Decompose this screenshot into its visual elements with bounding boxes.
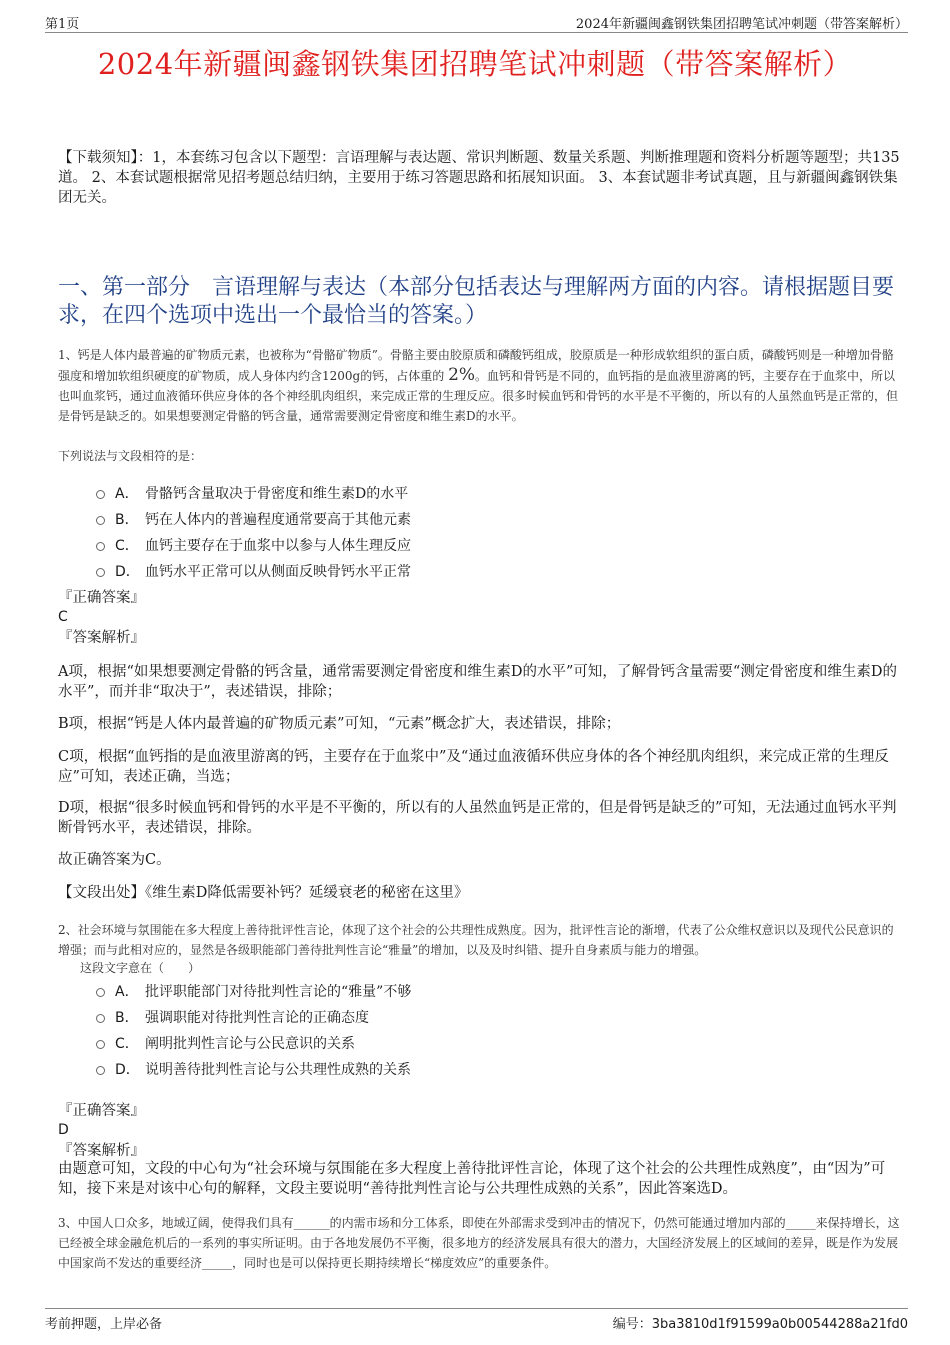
option-d[interactable]: D． 血钙水平正常可以从侧面反映骨钙水平正常: [96, 558, 411, 584]
answer-label: 『正确答案』: [58, 590, 145, 606]
radio-icon[interactable]: [96, 490, 105, 499]
download-notice: 【下载须知】：1，本套练习包含以下题型：言语理解与表达题、常识判断题、数量关系题、判断推理题和资料分析题等题型；共135道。 2、本套试题根据常见招考题总结归纳，主要用于练习答题思路和拓展知识面。 3、本套试题非考试真题，且与新疆闽鑫钢铁集团无关。: [58, 150, 900, 206]
answer-value: D: [58, 1122, 69, 1138]
section-heading: 一、第一部分 言语理解与表达（本部分包括表达与理解两方面的内容。请根据题目要求，在四个选项中选出一个最恰当的答案。）: [58, 275, 895, 328]
option-c[interactable]: C． 阐明批判性言论与公民意识的关系: [96, 1030, 411, 1056]
footer-divider: [45, 1308, 908, 1309]
option-b[interactable]: B． 强调职能对待批判性言论的正确态度: [96, 1004, 411, 1030]
analysis-conclusion: 故正确答案为C。: [58, 852, 171, 868]
question-1-text-a: 1、钙是人体内最普遍的矿物质元素，也被称为“骨骼矿物质”。骨骼主要由胶原质和磷酸钙组成，胶原质是一种形成软组织的蛋白质，磷酸钙则是一种增加骨骼强度和增加软组织硬度的矿物质，成人身体内约含1200g的钙，占体重的: [58, 348, 894, 383]
analysis-text: 由题意可知，文段的中心句为“社会环境与氛围能在多大程度上善待批评性言论，体现了这个社会的公共理性成熟度”，由“因为”可知，接下来是对该中心句的解释，文段主要说明“善待批判性言论与公共理性成熟的关系”，因此答案选D。: [58, 1161, 886, 1197]
analysis-b: B项，根据“钙是人体内最普遍的矿物质元素”可知，“元素”概念扩大，表述错误，排除；: [58, 716, 621, 732]
question-2-prompt: 这段文字意在（ ）: [80, 961, 201, 975]
question-1-passage: [58, 345, 900, 426]
question-1-options: [96, 480, 411, 584]
radio-icon[interactable]: [96, 988, 105, 997]
analysis-label: 『答案解析』: [58, 1143, 145, 1159]
question-1-percent: 2%: [448, 365, 476, 385]
option-a[interactable]: A． 批评职能部门对待批判性言论的“雅量”不够: [96, 978, 411, 1004]
analysis-d: D项，根据“很多时候血钙和骨钙的水平是不平衡的，所以有的人虽然血钙是正常的，但是骨钙是缺乏的”可知，无法通过血钙水平判断骨钙水平，表述错误，排除。: [58, 800, 897, 836]
radio-icon[interactable]: [96, 568, 105, 577]
passage-source: 【文段出处】《维生素D降低需要补钙？延缓衰老的秘密在这里》: [58, 885, 469, 901]
page-title: 2024年新疆闽鑫钢铁集团招聘笔试冲刺题（带答案解析）: [97, 47, 853, 81]
question-1-prompt: 下列说法与文段相符的是：: [58, 449, 203, 463]
question-2-passage: 2、社会环境与氛围能在多大程度上善待批评性言论，体现了这个社会的公共理性成熟度。因为，批评性言论的渐增，代表了公众维权意识以及现代公民意识的增强；而与此相对应的，显然是各级职能部门善待批判性言论“雅量”的增加，以及及时纠错、提升自身素质与能力的增强。: [58, 923, 894, 957]
analysis-label: 『答案解析』: [58, 630, 145, 646]
radio-icon[interactable]: [96, 1066, 105, 1075]
question-2-options: [96, 978, 411, 1082]
radio-icon[interactable]: [96, 1040, 105, 1049]
footer-code: 编号：3ba3810d1f91599a0b00544288a21fd0: [612, 1317, 908, 1332]
analysis-c: C项，根据“血钙指的是血液里游离的钙，主要存在于血浆中”及“通过血液循环供应身体的各个神经肌肉组织，来完成正常的生理反应”可知，表述正确，当选；: [58, 749, 889, 785]
option-d[interactable]: D． 说明善待批判性言论与公共理性成熟的关系: [96, 1056, 411, 1082]
option-c[interactable]: C． 血钙主要存在于血浆中以参与人体生理反应: [96, 532, 411, 558]
header-divider: [45, 32, 908, 33]
answer-label: 『正确答案』: [58, 1103, 145, 1119]
analysis-a: A项，根据“如果想要测定骨骼的钙含量，通常需要测定骨密度和维生素D的水平”可知，了解骨钙含量需要“测定骨密度和维生素D的水平”，而并非“取决于”，表述错误，排除；: [58, 664, 897, 700]
question-3-passage: 3、中国人口众多，地域辽阔，使得我们具有______的内需市场和分工体系，即使在外部需求受到冲击的情况下，仍然可能通过增加内部的_____来保持增长，这已经被全球金融危机后的一系列的事实所证明。由于各地发展仍不平衡，很多地方的经济发展具有很大的潜力，大国经济发展上的区域间的差异，既是作为发展中国家尚不发达的重要经济_____，同时也是可以保持更长期持续增长“梯度效应”的重要条件。: [58, 1216, 900, 1270]
option-b[interactable]: B． 钙在人体内的普遍程度通常要高于其他元素: [96, 506, 411, 532]
answer-value: C: [58, 609, 68, 625]
question-1-text-b: 。血钙和骨钙是不同的，血钙指的是血液里游离的钙，主要存在于血浆中，所以也叫血浆钙，通过血液循环供应身体的各个神经肌肉组织，来完成正常的生理反应。很多时候血钙和骨钙的水平是不平衡的，所以有的人虽然血钙是正常的，但是骨钙是缺乏的。如果想要测定骨骼的钙含量，通常需要测定骨密度和维生素D的水平。: [58, 369, 899, 423]
radio-icon[interactable]: [96, 1014, 105, 1023]
option-a[interactable]: A． 骨骼钙含量取决于骨密度和维生素D的水平: [96, 480, 411, 506]
header-page-number: 第1页: [45, 17, 80, 32]
header-doc-title: 2024年新疆闽鑫钢铁集团招聘笔试冲刺题（带答案解析）: [575, 17, 908, 32]
radio-icon[interactable]: [96, 542, 105, 551]
radio-icon[interactable]: [96, 516, 105, 525]
footer-slogan: 考前押题，上岸必备: [45, 1317, 163, 1332]
